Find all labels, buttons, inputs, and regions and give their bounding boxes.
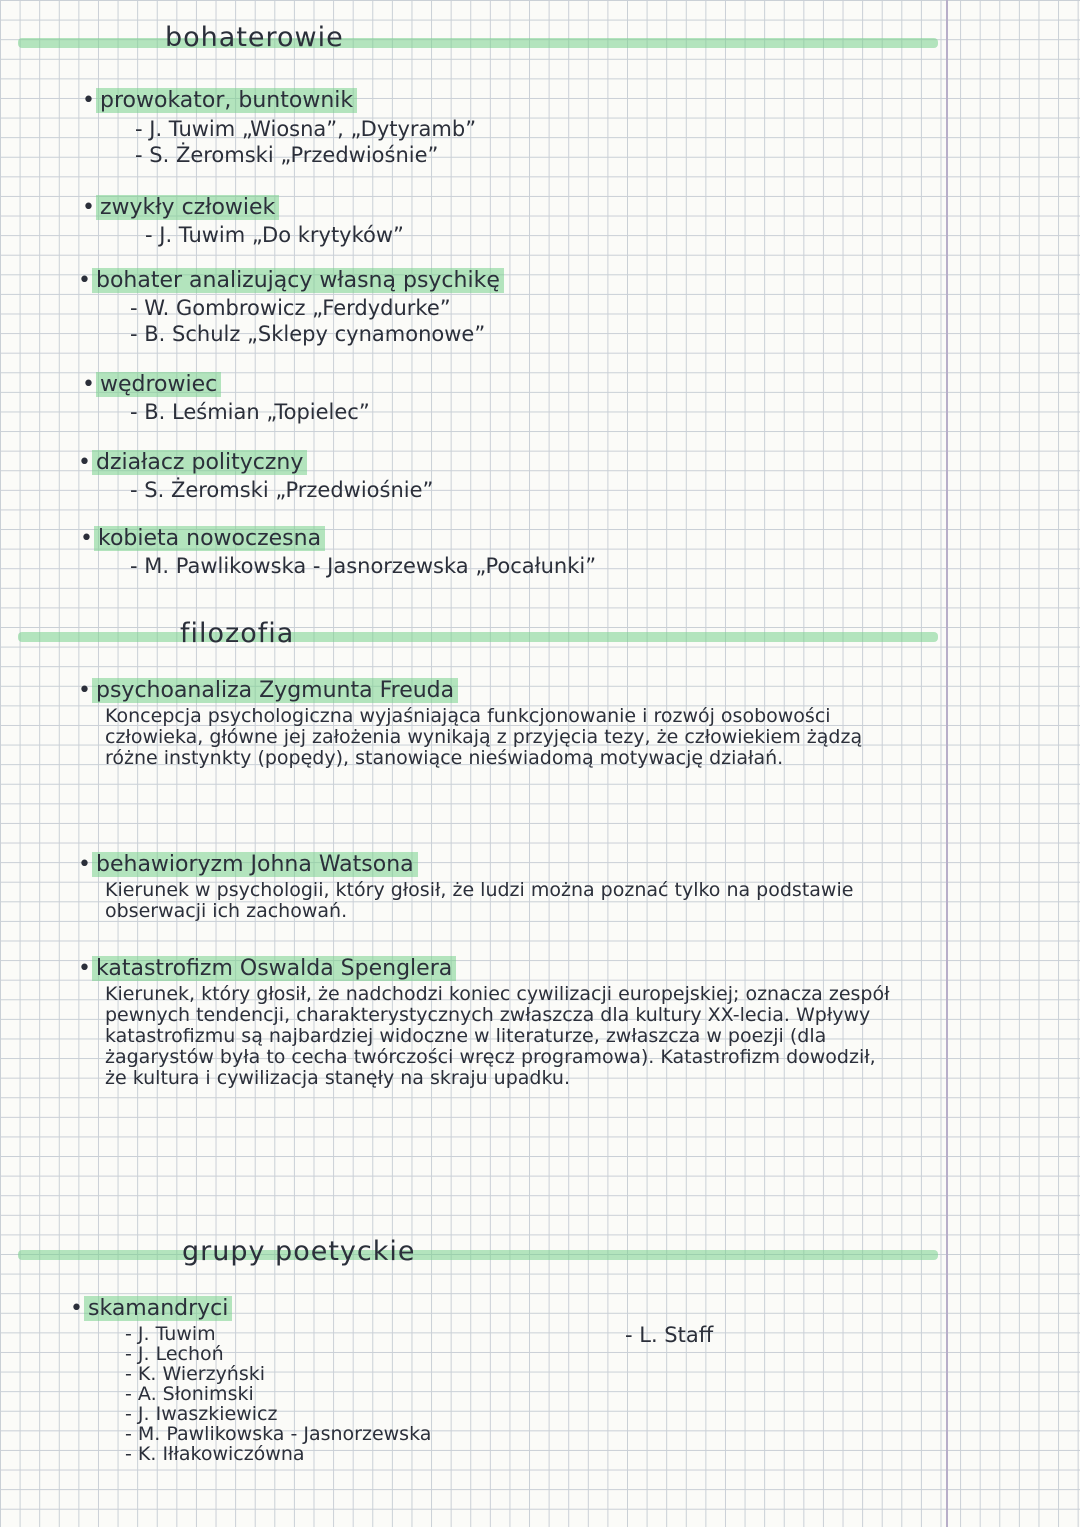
- heroes-group-1: • prowokator, buntownik: [82, 88, 357, 114]
- work-item: - W. Gombrowicz „Ferdydurke”: [130, 296, 451, 320]
- philosophy-text: Kierunek, który głosił, że nadchodzi koniec cywilizacji europejskiej; oznacza zespół pewnych tendencji, charakterystycznych zwłaszcza dla kultury XX-lecia. Wpływy katastrofizmu są najbardziej widoczne w literaturze, zwłaszcza w poezji (dla żagarystów była to cecha twórczości wręcz programowa). Katastrofizm dowodził, że kultura i cywilizacja stanęły na skraju upadku.: [105, 983, 890, 1089]
- philosophy-text: Kierunek w psychologii, który głosił, że ludzi można poznać tylko na podstawie obserwacji ich zachowań.: [105, 879, 854, 922]
- heroes-group-2: • zwykły człowiek: [82, 195, 279, 221]
- work-item: - M. Pawlikowska - Jasnorzewska „Pocałunki”: [130, 554, 597, 578]
- section-rule: [18, 1250, 938, 1260]
- section-rule: [18, 38, 938, 48]
- work-item: - J. Tuwim „Do krytyków”: [145, 223, 404, 247]
- margin-line: [946, 0, 948, 1527]
- groups-label: • skamandryci: [70, 1296, 232, 1322]
- philosophy-entry-2: • behawioryzm Johna Watsona: [78, 852, 418, 878]
- member-item: - A. Słonimski: [125, 1383, 254, 1405]
- work-item: - J. Tuwim „Wiosna”, „Dytyramb”: [135, 117, 477, 141]
- member-item: - K. Wierzyński: [125, 1363, 266, 1385]
- heroes-group-4: • wędrowiec: [82, 372, 221, 398]
- member-item: - M. Pawlikowska - Jasnorzewska: [125, 1423, 432, 1445]
- heroes-group-3: • bohater analizujący własną psychikę: [78, 268, 504, 294]
- groups-extra: - L. Staff: [625, 1323, 714, 1347]
- work-item: - B. Schulz „Sklepy cynamonowe”: [130, 322, 486, 346]
- work-item: - B. Leśmian „Topielec”: [130, 400, 370, 424]
- heroes-group-5: • działacz polityczny: [78, 450, 307, 476]
- work-item: - S. Żeromski „Przedwiośnie”: [130, 478, 434, 502]
- philosophy-entry-3: • katastrofizm Oswalda Spenglera: [78, 956, 456, 982]
- section-title-heroes: bohaterowie: [165, 22, 344, 53]
- member-list: [125, 1324, 431, 1464]
- member-item: - J. Lechoń: [125, 1343, 224, 1365]
- section-title-philosophy: filozofia: [180, 618, 295, 649]
- philosophy-text: Koncepcja psychologiczna wyjaśniająca funkcjonowanie i rozwój osobowości człowieka, główne jej założenia wynikają z przyjęcia tezy, że człowiekiem żądzą różne instynkty (popędy), stanowiące nieświadomą motywację działań.: [105, 705, 863, 769]
- section-rule: [18, 632, 938, 642]
- member-item: - K. Iłłakowiczówna: [125, 1443, 305, 1465]
- section-title-groups: grupy poetyckie: [182, 1236, 416, 1267]
- philosophy-entry-1: • psychoanaliza Zygmunta Freuda: [78, 678, 458, 704]
- heroes-group-6: • kobieta nowoczesna: [80, 526, 325, 552]
- work-item: - S. Żeromski „Przedwiośnie”: [135, 143, 439, 167]
- member-item: - J. Tuwim: [125, 1323, 216, 1345]
- member-item: - J. Iwaszkiewicz: [125, 1403, 278, 1425]
